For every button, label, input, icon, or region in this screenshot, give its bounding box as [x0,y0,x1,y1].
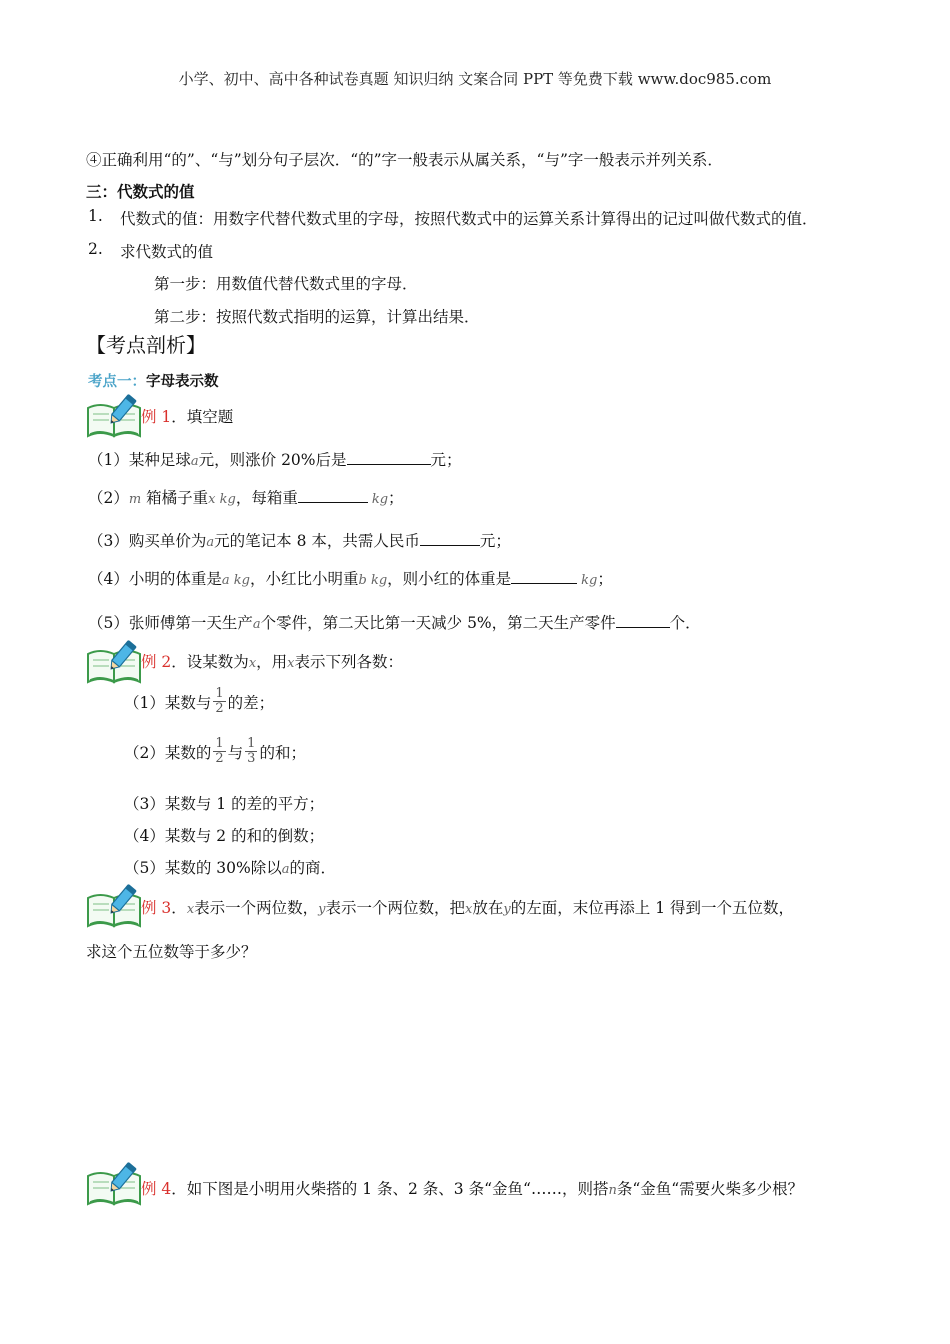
fraction-denominator: 3 [247,751,256,767]
question-text: 元； [479,532,511,550]
question-text: 元，则涨价 20%后是 [198,451,347,469]
question-text: ； [388,489,404,507]
fraction [245,737,257,767]
example-4-line [141,1177,803,1199]
example-1-question-3 [88,529,511,551]
example-3-line-2: 求这个五位数等于多少？ [86,943,257,961]
question-text: （5）张师傅第一天生产 [88,614,253,632]
question-text: （5）某数的 30%除以 [124,859,282,877]
example-2-heading [141,650,403,672]
math-variable: a [206,535,215,550]
question-text: （1）某种足球 [88,451,191,469]
math-variable: y [503,902,511,917]
math-variable: b kg [358,573,388,588]
example-2-question-5 [124,856,336,878]
fraction [213,737,225,767]
question-text: 表示一个两位数，把 [325,899,466,917]
math-variable: x [186,902,195,917]
step-1: 第一步：用数值代替代数式里的字母． [154,275,418,293]
example-2-label: 例 2 [141,653,172,671]
question-text: 的商． [289,859,337,877]
book-pen-icon [86,884,142,928]
example-3-label: 例 3 [141,899,172,917]
fraction [213,687,225,717]
example-1-question-2 [88,486,404,508]
section-3-item-1-number: 1. [88,207,103,225]
question-text: ，小红比小明重 [249,570,359,588]
kaodian-1-label: 考点一： [88,374,146,390]
math-variable: a [281,862,290,877]
question-text: ，每箱重 [235,489,298,507]
math-variable: x kg [208,492,236,507]
question-text: （3）购买单价为 [88,532,207,550]
page-header: 小学、初中、高中各种试卷真题 知识归纳 文案合同 PPT 等免费下载 www.doc985.com [178,70,772,88]
question-text: 箱橘子重 [141,489,209,507]
question-text: （1）某数与 [124,693,212,712]
question-text: 个零件，第二天比第一天减少 5%，第二天生产零件 [260,614,616,632]
book-pen-icon [86,640,142,684]
question-text: 条“金鱼“需要火柴多少根？ [616,1180,804,1198]
fraction-denominator: 2 [215,701,224,717]
answer-blank[interactable] [420,531,480,546]
question-text: ．如下图是小明用火柴搭的 1 条、2 条、3 条“金鱼“……，则搭 [171,1180,609,1198]
example-2-question-3: （3）某数与 1 的差的平方； [124,795,325,813]
math-variable: x [465,902,473,917]
math-variable: m [128,492,142,507]
question-text: 元； [430,451,462,469]
book-pen-icon [86,1162,142,1206]
question-text: （4）小明的体重是 [88,570,222,588]
example-1-title: ．填空题 [171,408,234,426]
example-2-question-2 [124,737,306,767]
example-3-line-1 [141,896,794,918]
example-1-question-5 [88,611,701,633]
example-2-question-4: （4）某数与 2 的和的倒数； [124,827,325,845]
math-unit: kg [581,573,598,588]
kaodian-1-title: 字母表示数 [146,374,219,390]
section-3-item-2-text: 求代数式的值 [120,243,214,261]
step-2: 第二步：按照代数式指明的运算，计算出结果． [154,308,480,326]
fraction-numerator: 1 [215,736,224,751]
fraction-numerator: 1 [215,686,224,701]
math-unit: kg [371,492,389,507]
section-3-title: 三：代数式的值 [86,183,195,201]
math-variable: a [252,617,261,632]
kaodian-1-heading [88,370,219,391]
example-4-label: 例 4 [141,1180,172,1198]
math-variable: a kg [221,573,250,588]
question-text: 表示一个两位数， [194,899,319,917]
answer-blank[interactable] [616,613,670,628]
question-text: ．设某数为 [171,653,249,671]
example-2-question-1 [124,687,274,717]
math-variable: n [608,1183,617,1198]
example-1-label: 例 1 [141,408,172,426]
question-text: （2）某数的 [124,743,212,762]
answer-blank[interactable] [298,488,368,503]
question-text: 与 [227,743,244,762]
question-text: ． [171,899,187,917]
section-3-item-2-number: 2. [88,240,103,258]
intro-line-4: ④正确利用“的”、“与”划分句子层次．“的”字一般表示从属关系，“与”字一般表示并列关系． [86,151,723,169]
section-3-item-1-text: 代数式的值：用数字代替代数式里的字母，按照代数式中的运算关系计算得出的记过叫做代数式的值． [120,210,818,228]
math-variable: a [190,454,199,469]
question-text: 表示下列各数： [294,653,404,671]
analysis-title: 【考点剖析】 [86,333,206,357]
example-1-question-1 [88,448,462,470]
question-text: 个． [669,614,701,632]
question-text: ； [597,570,613,588]
question-text: 的左面，末位再添上 1 得到一个五位数， [510,899,794,917]
example-1-question-4 [88,567,613,589]
math-variable: x [287,656,295,671]
question-text: ，用 [256,653,288,671]
question-text: 放在 [472,899,504,917]
question-text: ，则小红的体重是 [387,570,512,588]
math-variable: y [318,902,326,917]
answer-blank[interactable] [511,569,577,584]
example-1-heading [141,405,233,427]
answer-blank[interactable] [347,450,431,465]
fraction-denominator: 2 [215,751,224,767]
question-text: （2） [88,489,129,507]
question-text: 的和； [259,743,306,762]
book-pen-icon [86,394,142,438]
math-variable: x [248,656,257,671]
question-text: 元的笔记本 8 本，共需人民币 [214,532,420,550]
fraction-numerator: 1 [247,736,256,751]
question-text: 的差； [227,693,275,712]
